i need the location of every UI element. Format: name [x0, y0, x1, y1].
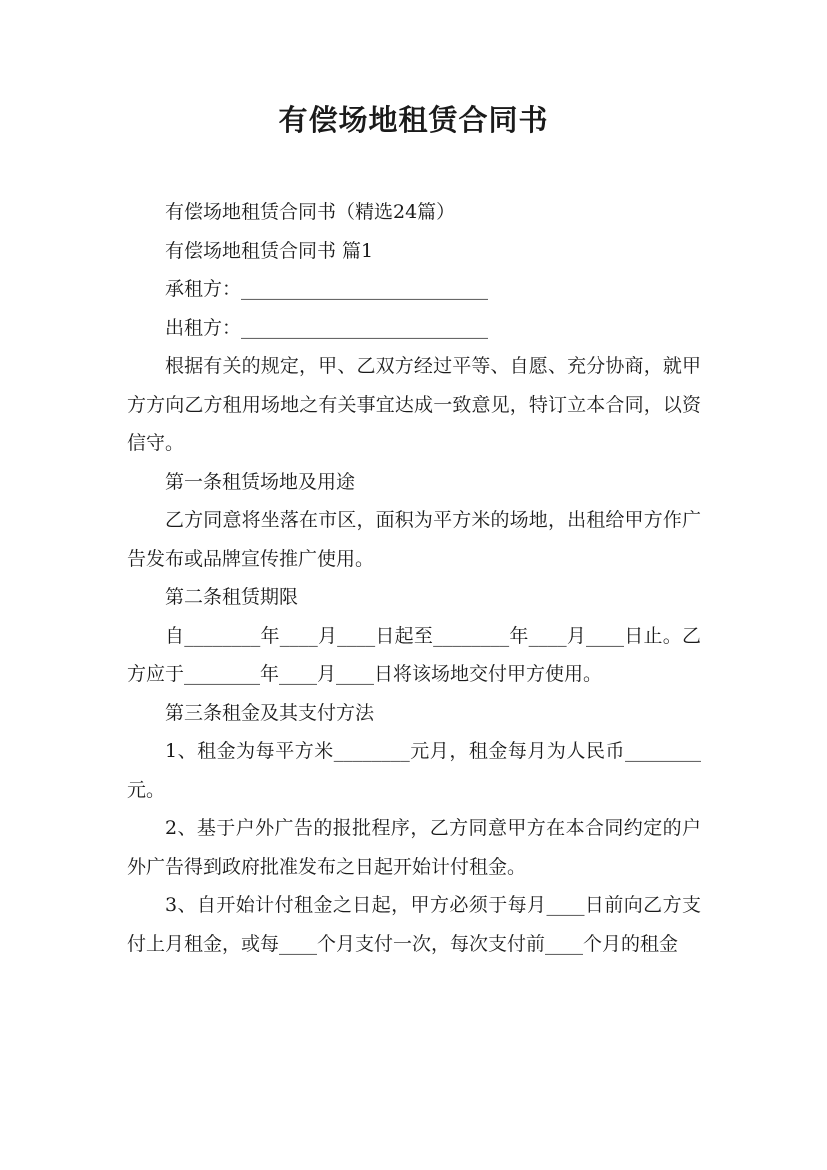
paragraph-section-heading: 有偿场地租赁合同书 篇1 [165, 239, 374, 262]
document-title: 有偿场地租赁合同书 [278, 103, 549, 137]
paragraph-subtitle: 有偿场地租赁合同书（精选24篇） [165, 201, 456, 223]
document-body [127, 193, 701, 963]
clause-2-heading: 第二条租赁期限 [165, 586, 299, 608]
clause-3-item-2: 2、基于户外广告的报批程序，乙方同意甲方在本合同约定的户外广告得到政府批准发布之日起开始计付租金。 [127, 817, 701, 878]
clause-3-item-1: 1、租金为每平方米________元月，租金每月为人民币________元。 [127, 740, 701, 801]
paragraph-lessee: 承租方：__________________________ [165, 278, 489, 300]
paragraph-preamble: 根据有关的规定，甲、乙双方经过平等、自愿、充分协商，就甲方方向乙方租用场地之有关事宜达成一致意见，特订立本合同，以资信守。 [127, 355, 701, 454]
clause-1-heading: 第一条租赁场地及用途 [165, 470, 356, 493]
paragraph-lessor: 出租方：__________________________ [165, 316, 489, 339]
clause-3-heading: 第三条租金及其支付方法 [165, 701, 375, 724]
clause-2-body: 自________年____月____日起至________年____月____日止。乙方应于________年____月____日将该场地交付甲方使用。 [127, 624, 701, 685]
clause-3-item-3: 3、自开始计付租金之日起，甲方必须于每月____日前向乙方支付上月租金，或每____个月支付一次，每次支付前____个月的租金 [127, 894, 701, 955]
clause-1-body: 乙方同意将坐落在市区，面积为平方米的场地，出租给甲方作广告发布或品牌宣传推广使用。 [127, 509, 701, 570]
